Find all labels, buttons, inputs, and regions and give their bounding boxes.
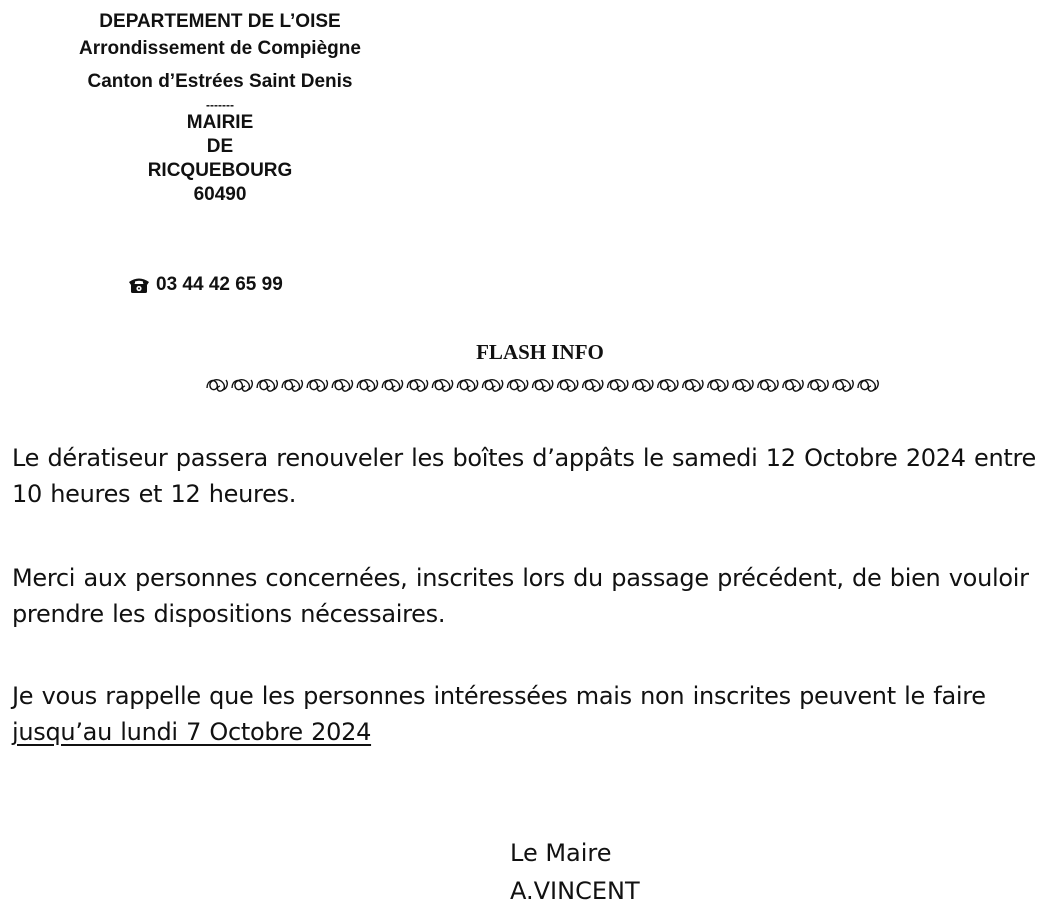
paragraph-reminder: [12, 678, 1057, 750]
ornament-glyph: [232, 380, 252, 391]
commune-line: RICQUEBOURG: [147, 160, 293, 181]
ornament-glyph: [432, 380, 452, 391]
ornament-glyph: [858, 380, 878, 391]
ornament-glyph: [633, 380, 653, 391]
postal-code-line: 60490: [193, 184, 247, 205]
ornament-glyph: [257, 380, 277, 391]
letterhead: [40, 8, 400, 207]
signatory-role: Le Maire: [510, 839, 612, 867]
letterhead-separator: -------: [206, 98, 234, 112]
ornament-glyph: [783, 380, 803, 391]
ornament-glyph: [558, 380, 578, 391]
de-line: DE: [206, 136, 234, 157]
ornament-glyph: [482, 380, 502, 391]
arrondissement-line: Arrondissement de Compiègne: [79, 38, 361, 59]
ornament-glyph: [307, 380, 327, 391]
ornament-glyph: [683, 380, 703, 391]
ornament-glyph: [207, 380, 227, 391]
ornamental-border: [204, 372, 880, 396]
ornament-glyph: [332, 380, 352, 391]
canton-line: Canton d’Estrées Saint Denis: [87, 71, 353, 92]
reminder-text: Je vous rappelle que les personnes intéressées mais non inscrites peuvent le faire: [12, 682, 986, 710]
ornament-glyph: [532, 380, 552, 391]
ornament-glyph: [708, 380, 728, 391]
ornament-glyph: [407, 380, 427, 391]
telephone-icon: [128, 276, 150, 294]
ornament-glyph: [658, 380, 678, 391]
paragraph-request: Merci aux personnes concernées, inscrites lors du passage précédent, de bien vouloir prendre les dispositions nécessaires.: [12, 564, 1029, 628]
ornament-glyph: [282, 380, 302, 391]
mairie-line: MAIRIE: [186, 112, 254, 133]
ornament-glyph: [833, 380, 853, 391]
signature-block: [510, 834, 640, 910]
phone-contact: [128, 274, 283, 296]
ornament-glyph: [382, 380, 402, 391]
paragraph-appointment: Le dératiseur passera renouveler les boîtes d’appâts le samedi 12 Octobre 2024 entre 10 heures et 12 heures.: [12, 444, 1037, 508]
signatory-name: A.VINCENT: [510, 877, 640, 905]
ornament-glyph: [507, 380, 527, 391]
phone-number: 03 44 42 65 99: [156, 274, 283, 295]
ornament-glyph: [608, 380, 628, 391]
ornament-glyph: [357, 380, 377, 391]
ornament-glyph: [457, 380, 477, 391]
notice-title: FLASH INFO: [476, 340, 604, 364]
ornament-glyph: [733, 380, 753, 391]
department-line: DEPARTEMENT DE L’OISE: [99, 11, 341, 32]
deadline-text: jusqu’au lundi 7 Octobre 2024: [12, 718, 372, 746]
ornament-glyph: [758, 380, 778, 391]
ornament-glyph: [808, 380, 828, 391]
ornament-glyph: [583, 380, 603, 391]
